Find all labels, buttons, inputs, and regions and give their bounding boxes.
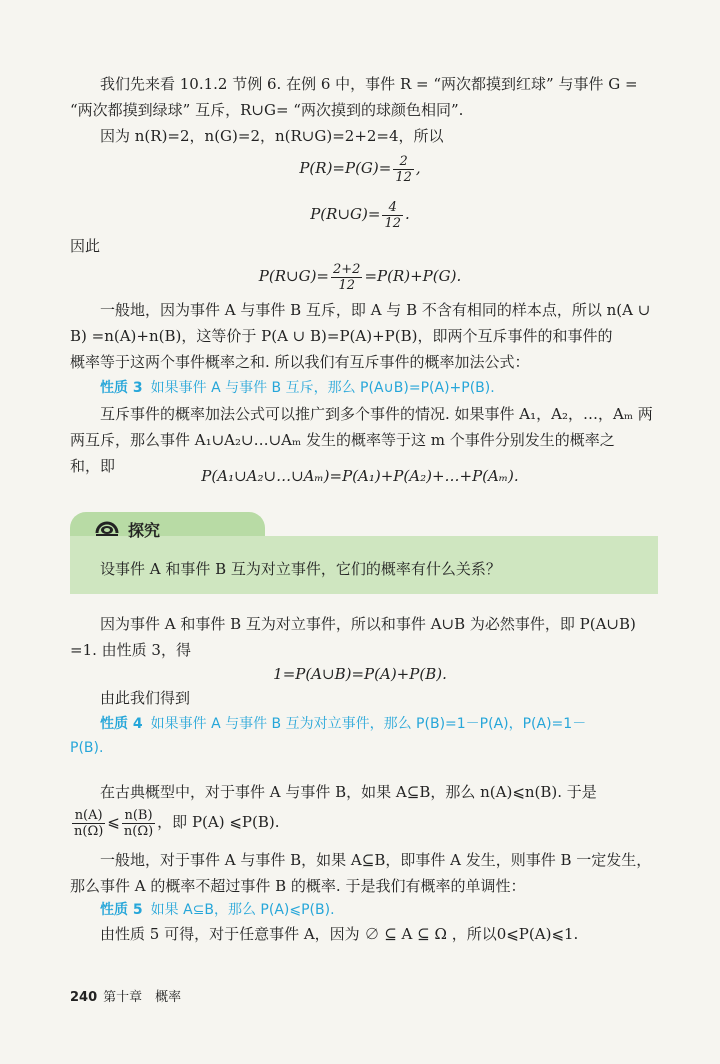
paragraph-line: 由此我们得到 xyxy=(100,689,191,707)
equation-2 xyxy=(0,194,720,234)
equation-text: P(R∪G)= xyxy=(310,205,381,223)
property-label: 性质 3 xyxy=(100,380,143,396)
equation-4: P(A₁∪A₂∪…∪Aₘ)=P(A₁)+P(A₂)+…+P(Aₘ). xyxy=(201,467,519,485)
property-4-continued: P(B). xyxy=(70,740,104,756)
explore-title: 探究 xyxy=(128,521,161,540)
fraction xyxy=(122,808,155,839)
fraction-numerator: n(B) xyxy=(122,808,155,824)
paragraph-line: 由性质 5 可得，对于任意事件 A，因为 ∅ ⊆ A ⊆ Ω ，所以0⩽P(A)⩽1. xyxy=(100,925,579,943)
fraction-numerator: 2 xyxy=(393,154,414,170)
fraction-denominator: 12 xyxy=(338,277,355,293)
paragraph-line: “两次都摸到绿球” 互斥，R∪G= “两次摸到的球颜色相同”. xyxy=(70,101,464,119)
property-label: 性质 5 xyxy=(100,902,143,918)
equation-5: 1=P(A∪B)=P(A)+P(B). xyxy=(273,665,447,683)
explore-question: 设事件 A 和事件 B 互为对立事件，它们的概率有什么关系？ xyxy=(100,560,501,578)
paragraph-line: 我们先来看 10.1.2 节例 6. 在例 6 中，事件 R = “两次都摸到红球” 与事件 G = xyxy=(100,75,638,93)
equation-text: , xyxy=(415,159,421,177)
paragraph-line: 一般地，因为事件 A 与事件 B 互斥，即 A 与 B 不含有相同的样本点，所以 n(A ∪ xyxy=(100,301,651,319)
fraction xyxy=(331,262,362,293)
paragraph-line: 概率等于这两个事件概率之和. 所以我们有互斥事件的概率加法公式： xyxy=(70,353,530,371)
fraction-denominator: 12 xyxy=(395,169,412,185)
paragraph-line: 互斥事件的概率加法公式可以推广到多个事件的情况. 如果事件 A₁，A₂，…，Aₘ 两 xyxy=(100,405,653,423)
paragraph-line: 一般地，对于事件 A 与事件 B，如果 A⊆B，即事件 A 发生，则事件 B 一定发生， xyxy=(100,851,652,869)
fraction xyxy=(393,154,414,185)
property-text: 如果事件 A 与事件 B 互斥，那么 P(A∪B)=P(A)+P(B). xyxy=(150,380,495,396)
fraction-numerator: n(A) xyxy=(72,808,105,824)
paragraph-line-fractions xyxy=(70,804,660,840)
fraction-numerator: 2+2 xyxy=(333,261,361,277)
paragraph-line: B) =n(A)+n(B)，这等价于 P(A ∪ B)=P(A)+P(B)，即两个互斥事件的和事件的 xyxy=(70,327,613,345)
property-label: 性质 4 xyxy=(100,716,143,732)
paragraph-line: 在古典概型中，对于事件 A 与事件 B，如果 A⊆B，那么 n(A)⩽n(B). 于是 xyxy=(100,783,597,801)
page-number: 240 xyxy=(70,990,98,1005)
equation-text: P(R∪G)= xyxy=(258,267,329,285)
paragraph-text: ，即 P(A) ⩽P(B). xyxy=(157,813,280,831)
fraction xyxy=(72,808,105,839)
equation-3 xyxy=(0,256,720,296)
paragraph-line: 因此 xyxy=(70,237,101,255)
equation-text: =P(R)+P(G). xyxy=(364,267,462,285)
page-footer xyxy=(70,986,181,1005)
equation-text: . xyxy=(404,205,410,223)
fraction-denominator: 12 xyxy=(384,215,401,231)
paragraph-line: 和，即 xyxy=(70,457,116,475)
fraction-denominator: n(Ω) xyxy=(123,823,154,839)
paragraph-line: 两互斥，那么事件 A₁∪A₂∪…∪Aₘ 发生的概率等于这 m 个事件分别发生的概率之 xyxy=(70,431,615,449)
math-symbol: ⩽ xyxy=(107,813,120,831)
fraction-numerator: 4 xyxy=(382,200,403,216)
chapter-title: 第十章 概率 xyxy=(103,990,182,1005)
fraction xyxy=(382,200,403,231)
property-5 xyxy=(100,900,690,920)
paragraph-line: 因为事件 A 和事件 B 互为对立事件，所以和事件 A∪B 为必然事件，即 P(A∪B) xyxy=(100,615,636,633)
equation-text: P(R)=P(G)= xyxy=(299,159,392,177)
fraction-denominator: n(Ω) xyxy=(74,823,104,839)
property-text: 如果 A⊆B，那么 P(A)⩽P(B). xyxy=(150,902,335,918)
paragraph-line: =1. 由性质 3，得 xyxy=(70,641,191,659)
equation-1 xyxy=(0,148,720,188)
paragraph-line: 那么事件 A 的概率不超过事件 B 的概率. 于是我们有概率的单调性： xyxy=(70,877,526,895)
property-3 xyxy=(100,378,690,398)
explore-icon xyxy=(94,517,120,537)
property-4 xyxy=(100,714,690,734)
paragraph-line: 因为 n(R)=2，n(G)=2，n(R∪G)=2+2=4，所以 xyxy=(100,127,444,145)
property-text: 如果事件 A 与事件 B 互为对立事件，那么 P(B)=1－P(A)，P(A)=1－ xyxy=(150,716,587,732)
